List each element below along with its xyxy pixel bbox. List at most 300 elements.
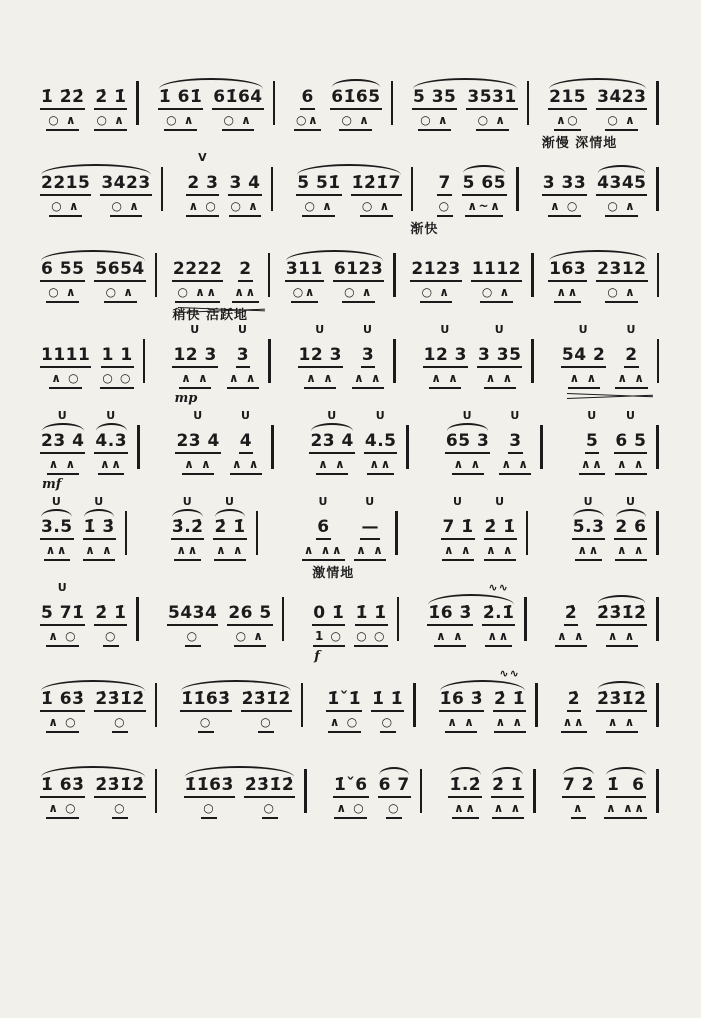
note-numbers: 23 4 [40, 431, 85, 454]
note-numbers: 2222 [172, 259, 223, 282]
measure [171, 496, 258, 561]
articulation-symbols: ○ [112, 716, 128, 733]
articulation-symbols: ∧ ∧ [499, 458, 531, 475]
slur-spacer [501, 423, 531, 431]
slur-spacer [42, 337, 89, 345]
note-numbers: 12 3 [423, 345, 468, 368]
slur-spacer [231, 423, 261, 431]
slur-spacer [42, 681, 84, 689]
articulation-symbols: ∧○ [554, 114, 581, 131]
note-group [542, 152, 587, 217]
note-numbers: 2̇ 1̇ [213, 517, 246, 540]
slur-arc [447, 423, 489, 431]
music-system [40, 562, 659, 664]
articulation-symbols: ○ ∧ [418, 114, 451, 131]
note-numbers: 5 65 [462, 173, 507, 196]
articulation-symbols: 1 ○ [313, 630, 345, 647]
slur-spacer [468, 79, 515, 87]
measure [184, 754, 307, 819]
note-numbers: 1111 [40, 345, 91, 368]
note-group [330, 66, 381, 131]
slur-spacer [96, 79, 126, 87]
note-numbers: 1̇ˇ1̇ [326, 689, 362, 712]
articulation-symbols: ∧ ∧ [568, 372, 600, 389]
note-group [232, 238, 259, 303]
slur-spacer [485, 509, 515, 517]
articulation-symbols: ∧∧ [367, 458, 394, 475]
measure [410, 222, 533, 303]
slur-spacer [174, 251, 221, 259]
note-group [448, 754, 482, 819]
barline [256, 511, 259, 555]
barline [271, 425, 274, 469]
articulation-symbols: ∧ ∧ [434, 630, 466, 647]
note-numbers: 5654 [94, 259, 145, 282]
slur-spacer [356, 595, 387, 603]
slur-spacer [177, 423, 219, 431]
barline [136, 597, 139, 641]
slur-arc [598, 595, 645, 603]
tonguing-breath-mark: U [494, 323, 505, 336]
note-group [548, 238, 587, 303]
barline [273, 81, 276, 125]
articulation-symbols: ○ ∧ [94, 114, 127, 131]
note-group [94, 754, 145, 819]
articulation-symbols: ∧ ∧ [615, 458, 647, 475]
articulation-symbols: ∧ ∧ [484, 372, 516, 389]
measure [40, 668, 157, 733]
slur-spacer [102, 165, 149, 173]
measure-body [285, 238, 384, 303]
note-numbers: 1̇2̇1̇7 [351, 173, 402, 196]
slur-arc [332, 79, 379, 87]
note-numbers: 0 1̇ [312, 603, 345, 626]
note-numbers: 4.3 [94, 431, 128, 454]
note-numbers: 3423 [100, 173, 151, 196]
note-group [352, 324, 384, 389]
articulation-symbols: ∧ ∧ [304, 372, 336, 389]
note-numbers: 2215 [40, 173, 91, 196]
measure [40, 754, 157, 819]
note-group [462, 152, 507, 217]
note-numbers: 3531 [466, 87, 517, 110]
slur-spacer [188, 165, 218, 173]
slur-spacer [228, 337, 258, 345]
slur-spacer [473, 251, 520, 259]
note-numbers: 1̇1̇63̇ [184, 775, 235, 798]
tonguing-breath-mark: U [106, 409, 117, 422]
note-group [371, 668, 404, 733]
articulation-symbols: ○ ∧ [360, 200, 393, 217]
articulation-symbols: ○ ○ [100, 372, 134, 389]
note-group [333, 238, 384, 303]
measure-body [445, 410, 532, 475]
tonguing-breath-mark: U [462, 409, 473, 422]
barline [656, 167, 659, 211]
note-group [493, 668, 526, 733]
note-numbers: 4345 [596, 173, 647, 196]
slur-spacer [412, 251, 459, 259]
note-numbers: 3 [508, 431, 522, 454]
measure-body [172, 238, 259, 303]
slur-spacer [96, 595, 126, 603]
measure [548, 238, 659, 303]
note-group [94, 66, 127, 131]
measure [294, 66, 393, 131]
slur-spacer [286, 251, 322, 259]
note-group [228, 152, 261, 217]
music-system [40, 304, 659, 406]
note-group [477, 324, 522, 389]
note-numbers: 2312 [596, 259, 647, 282]
slur-spacer [598, 251, 645, 259]
barline [535, 683, 538, 727]
note-numbers: 2̇3̇1̇2̇ [596, 689, 647, 712]
measure-body [40, 238, 146, 303]
slur-spacer [437, 165, 452, 173]
note-group [412, 66, 457, 131]
note-numbers: 2 3 [186, 173, 219, 196]
articulation-symbols: ∧ [571, 802, 586, 819]
note-group [167, 582, 218, 647]
tempo-expression-annotation: 稍快 活跃地 [172, 308, 248, 323]
barline [533, 769, 536, 813]
measure-body [40, 324, 134, 389]
articulation-symbols: ○ [185, 630, 201, 647]
articulation-symbols: ∧ ∧ [484, 544, 516, 561]
music-system [40, 390, 659, 492]
note-numbers: 1̇ˇ6 [333, 775, 369, 798]
note-group [172, 238, 223, 303]
note-group [604, 754, 647, 819]
measure [40, 152, 163, 217]
articulation-symbols: ∧ ∧ [615, 372, 647, 389]
measure-body [423, 324, 523, 389]
measure [312, 566, 399, 664]
note-group [302, 496, 345, 561]
articulation-symbols: ∧ ∧ [492, 802, 524, 819]
note-group [354, 496, 386, 561]
slur-spacer [598, 79, 645, 87]
articulation-symbols: ∧ ∧ [316, 458, 348, 475]
note-numbers: 6123 [333, 259, 384, 282]
tonguing-breath-mark: U [495, 495, 506, 508]
slur-spacer [424, 337, 466, 345]
measure [579, 410, 659, 475]
note-numbers: 6 [300, 87, 314, 110]
tonguing-breath-mark: U [182, 495, 193, 508]
barline [411, 167, 414, 211]
music-system [40, 218, 659, 304]
measure-body [40, 668, 146, 733]
slur-spacer [42, 165, 89, 173]
note-numbers: 5 [585, 431, 599, 454]
measure-body [333, 754, 411, 819]
music-system [40, 476, 659, 562]
slur-arc [606, 767, 646, 775]
slur-arc [598, 165, 645, 173]
note-numbers: 12 3 [172, 345, 217, 368]
measure-body [298, 324, 385, 389]
measure-body [312, 582, 388, 647]
note-group [180, 668, 231, 733]
slur-arc [172, 509, 203, 517]
articulation-symbols: ○ ∧ [480, 286, 513, 303]
articulation-symbols: ∧∧ [174, 544, 201, 561]
note-numbers: 6 [316, 517, 330, 540]
measure [412, 66, 529, 131]
measure-body [180, 668, 292, 733]
note-numbers: 2 6 [614, 517, 647, 540]
articulation-symbols: ∧ ∧ [494, 716, 526, 733]
slur-arc [463, 165, 505, 173]
note-group [40, 582, 85, 647]
tonguing-breath-mark: ∿∿ [499, 667, 520, 680]
articulation-symbols: ∧ ∧ [606, 716, 638, 733]
barline [155, 683, 158, 727]
articulation-symbols: ∧ ∧∧ [302, 544, 345, 561]
tonguing-breath-mark: U [363, 323, 373, 336]
articulation-symbols: ∧ ○ [328, 716, 361, 733]
barline [657, 339, 660, 383]
articulation-symbols: ∧∧ [44, 544, 71, 561]
measure-body [302, 496, 387, 561]
articulation-symbols: ○ ∧ [164, 114, 197, 131]
barline [527, 81, 530, 125]
note-numbers: 3 33 [542, 173, 587, 196]
measure-body [40, 496, 116, 561]
barline [136, 81, 139, 125]
slur-spacer [550, 79, 586, 87]
articulation-symbols: ∧ ∧ [555, 630, 587, 647]
measure [298, 324, 396, 389]
note-group [94, 238, 145, 303]
articulation-symbols: ∧∧ [561, 716, 588, 733]
music-system [40, 46, 659, 132]
note-group [40, 496, 74, 561]
note-group [294, 66, 321, 131]
barline [155, 769, 158, 813]
note-group [158, 66, 203, 131]
note-numbers: 1̇1̇63̇ [180, 689, 231, 712]
barline [656, 683, 659, 727]
slur-spacer [160, 79, 202, 87]
measure [561, 668, 659, 733]
tonguing-breath-mark: U [51, 495, 62, 508]
note-numbers: 3 4 [228, 173, 261, 196]
note-group [285, 238, 324, 303]
note-numbers: 5 51̇ [296, 173, 341, 196]
measure [562, 754, 659, 819]
note-numbers: 1̇ 1̇ [371, 689, 404, 712]
barline [268, 339, 271, 383]
note-numbers: 2̇ [564, 603, 578, 626]
barline [397, 597, 400, 641]
measure-body [326, 668, 404, 733]
note-numbers: 2̇3̇1̇2̇ [94, 689, 145, 712]
note-group [579, 410, 606, 475]
measure-body [167, 582, 273, 647]
note-group [40, 324, 91, 389]
note-numbers: 1̇ 3̇ [83, 517, 116, 540]
note-numbers: 61̇65 [330, 87, 381, 110]
articulation-symbols: ○ ∧ [104, 286, 137, 303]
slur-arc [96, 423, 127, 431]
articulation-symbols: ∧~∧ [465, 200, 503, 217]
slur-spacer [243, 681, 290, 689]
tonguing-breath-mark: V [198, 151, 208, 164]
measure-body [410, 238, 522, 303]
tonguing-breath-mark: U [190, 323, 201, 336]
articulation-symbols: ○ [262, 802, 278, 819]
barline [531, 339, 534, 383]
measure [326, 668, 415, 733]
articulation-symbols: ∧ ∧ [47, 458, 79, 475]
tonguing-breath-mark: U [578, 323, 589, 336]
measure [541, 136, 659, 217]
measure-body [412, 66, 518, 131]
articulation-symbols: ○ ∧ [302, 200, 335, 217]
barline [526, 511, 529, 555]
slur-spacer [96, 767, 143, 775]
slur-spacer [550, 251, 586, 259]
measure-body [561, 324, 648, 389]
measure [427, 582, 527, 647]
slur-arc [379, 767, 409, 775]
note-numbers: 5434 [167, 603, 218, 626]
slur-spacer [230, 165, 260, 173]
tonguing-breath-mark: U [625, 495, 636, 508]
note-numbers: 6 5 [614, 431, 647, 454]
slur-spacer [42, 251, 84, 259]
note-group [548, 66, 587, 131]
slur-spacer [355, 509, 385, 517]
dynamic-marking: mp [174, 391, 198, 406]
note-numbers: 4 [239, 431, 253, 454]
note-group [40, 152, 91, 217]
note-group [499, 410, 531, 475]
slur-spacer [174, 337, 216, 345]
slur-spacer [229, 595, 271, 603]
slur-spacer [544, 165, 586, 173]
articulation-symbols: ○ [437, 200, 453, 217]
slur-spacer [298, 165, 340, 173]
articulation-symbols: ○ [103, 630, 119, 647]
articulation-symbols: ∧ ∧ [227, 372, 259, 389]
note-numbers: 26 5 [227, 603, 272, 626]
articulation-symbols: ∧ ∧ [354, 544, 386, 561]
articulation-symbols: ∧∧ [232, 286, 259, 303]
note-numbers: 163 [548, 259, 587, 282]
articulation-symbols: ○ [112, 802, 128, 819]
note-numbers: 12 3 [298, 345, 343, 368]
note-numbers: 61̇64 [212, 87, 263, 110]
note-numbers: 1̇ 61̇ [158, 87, 203, 110]
articulation-symbols: ∧ ∧ [230, 458, 262, 475]
measure-body [294, 66, 382, 131]
slur-spacer [440, 681, 482, 689]
measure [158, 66, 275, 131]
note-group [596, 238, 647, 303]
slur-spacer [616, 423, 646, 431]
articulation-symbols: ○ ∧ [229, 200, 262, 217]
note-group [309, 410, 354, 475]
tonguing-breath-mark: U [240, 409, 251, 422]
slur-spacer [246, 767, 293, 775]
barline [393, 339, 396, 383]
barline [516, 167, 519, 211]
barline [391, 81, 394, 125]
slur-arc [573, 509, 604, 517]
slur-spacer [42, 79, 84, 87]
note-group [326, 668, 362, 733]
note-group [227, 582, 272, 647]
articulation-symbols: ∧ ∧ [429, 372, 461, 389]
note-numbers: 3̇.2̇ [171, 517, 205, 540]
measure [548, 66, 659, 131]
articulation-symbols: ∧ ∧ [606, 630, 638, 647]
tonguing-breath-mark: U [453, 495, 463, 508]
measure-body [40, 66, 127, 131]
barline [271, 167, 274, 211]
articulation-symbols: ○ ∧ [234, 630, 267, 647]
barline [137, 425, 140, 469]
note-group [562, 754, 595, 819]
articulation-symbols: ∧ ∧∧ [604, 802, 647, 819]
barline [268, 253, 271, 297]
note-group [561, 668, 588, 733]
measure [40, 238, 157, 303]
barline [540, 425, 543, 469]
barline [656, 769, 659, 813]
note-group [423, 324, 468, 389]
measure [555, 582, 659, 647]
tempo-expression-annotation: 渐慢 深情地 [541, 136, 618, 151]
note-numbers: 6 55 [40, 259, 85, 282]
slur-spacer [42, 767, 84, 775]
note-numbers: 1̇6 3̇ [427, 603, 472, 626]
note-numbers: 23 4 [309, 431, 354, 454]
slur-spacer [479, 337, 521, 345]
tempo-expression-annotation: 渐快 [410, 222, 439, 237]
note-group [100, 152, 151, 217]
articulation-symbols: ○ ∧ [49, 200, 82, 217]
barline [420, 769, 423, 813]
note-group [186, 152, 219, 217]
note-numbers: 1̇ 63̇ [40, 775, 85, 798]
measure-body [184, 754, 296, 819]
measure-body [572, 496, 648, 561]
note-group [351, 152, 402, 217]
slur-arc [215, 509, 245, 517]
note-group [410, 238, 461, 303]
note-numbers: 3.5 [40, 517, 74, 540]
note-numbers: 2̇ 1̇ [493, 689, 526, 712]
articulation-symbols: ∧∧ [575, 544, 602, 561]
slur-spacer [556, 595, 586, 603]
note-numbers: 1̇ 63̇ [40, 689, 85, 712]
slur-spacer [483, 595, 514, 603]
tonguing-breath-mark: U [225, 495, 235, 508]
articulation-symbols: ∧ ○ [548, 200, 581, 217]
tempo-expression-annotation: 激情地 [312, 566, 355, 581]
slur-arc [311, 423, 353, 431]
note-numbers: 1̇.2̇ [448, 775, 482, 798]
note-group [312, 582, 345, 647]
barline [125, 511, 128, 555]
note-numbers: 311 [285, 259, 324, 282]
tonguing-breath-mark: U [94, 495, 105, 508]
